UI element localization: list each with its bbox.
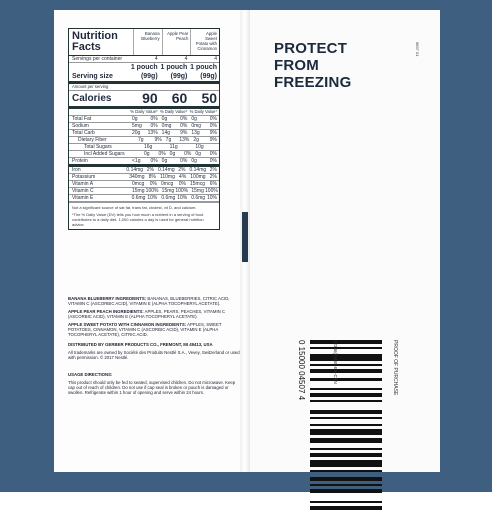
nutrient-dv: 10%	[177, 195, 188, 201]
nutrient-dv: 100%	[145, 188, 159, 194]
nutrient-amount: 0g	[195, 151, 201, 157]
serving-size-value: 1 pouch (99g)	[130, 64, 158, 80]
nutrient-dv: 4%	[179, 174, 187, 180]
nutrient-amount: 10g	[195, 144, 204, 150]
nutrient-label: Vitamin C	[72, 188, 94, 194]
warning-line: FROM	[274, 57, 319, 74]
nutrient-amount: 0g	[161, 158, 168, 164]
servings-row	[69, 56, 219, 63]
nutrient-amount: 15mg	[132, 188, 145, 194]
nutrient-amount: 110mg	[159, 174, 175, 180]
calories-value: 90	[142, 90, 158, 106]
barcode-bar	[310, 484, 382, 486]
nutrient-label: Iron	[72, 167, 81, 173]
nutrient-label: Vitamin E	[72, 195, 94, 201]
ingredients-block-2	[68, 309, 240, 319]
nutrient-label: Total Carb	[72, 130, 95, 136]
nutrient-dv: 13%	[147, 130, 158, 136]
nutrient-dv: 0%	[180, 116, 188, 122]
usage-heading: USAGE DIRECTIONS:	[68, 372, 113, 377]
nutrient-dv: 13%	[179, 137, 190, 143]
nutrient-amount: 15mcg	[190, 181, 206, 187]
nutrient-amount: 15mg	[161, 188, 175, 194]
nutrient-label: Protein	[72, 158, 88, 164]
nutrient-dv: 0%	[150, 123, 158, 129]
nutrient-amount: 0mcg	[132, 181, 145, 187]
barcode-bar	[310, 364, 382, 366]
nutrient-dv: 0%	[184, 151, 192, 157]
nutrient-amount: 0.6mg	[131, 195, 146, 201]
proof-of-purchase: PROOF OF PURCHASE	[392, 340, 398, 396]
barcode-bar	[310, 378, 382, 380]
barcode-bar	[310, 460, 382, 467]
serving-size-value: 1 pouch (99g)	[190, 64, 218, 80]
nutrient-dv: 0%	[209, 158, 218, 164]
ingredients-heading: APPLE PEAR PEACH INGREDIENTS:	[68, 309, 144, 314]
calories-value: 50	[201, 90, 218, 106]
nutrient-label: Sodium	[72, 123, 89, 129]
nutrient-amount: 13g	[191, 130, 200, 136]
nutrient-amount: 0g	[132, 116, 138, 122]
barcode-digits: 0 15000 04507 4	[297, 340, 306, 401]
nutrient-amount: 0g	[169, 151, 176, 157]
nutrient-dv: 9%	[209, 137, 218, 143]
nutrient-amount: 0g	[191, 158, 197, 164]
nutrient-row	[69, 116, 219, 123]
nutrient-amount: 11g	[169, 144, 178, 150]
servings-value: 4	[214, 56, 218, 62]
nutrient-row	[69, 174, 219, 181]
freeze-warning	[274, 40, 351, 91]
servings-label: Servings per container	[72, 56, 123, 62]
usage-text: This product should only be fed to seated, supervised children. Do not microwave. Keep cap out of reach of children. Do not use if cap seal is broken or pouch is damaged or swollen. Refrigerate within 1 hour of opening and serve within 24 hours.	[68, 380, 236, 396]
nutrient-dv: 9%	[180, 130, 188, 136]
nutrient-amount: 340mg	[129, 174, 145, 180]
mineral-rows	[69, 167, 219, 202]
blue-bottom-band	[54, 472, 440, 492]
barcode-bar	[310, 429, 382, 436]
column-header: Banana Blueberry	[133, 29, 162, 55]
nutrient-label: Incl Added Sugars	[84, 151, 125, 157]
nutrient-amount: 5mg	[132, 123, 142, 129]
nutrient-dv: 0%	[209, 151, 218, 157]
barcode-bar	[310, 388, 382, 390]
ingredients-text: BANANAS, BLUEBERRIES, CITRIC ACID, VITAMIN C (ASCORBIC ACID), VITAMIN E (ALPHA TOCOPHERYL ACETATE).	[68, 296, 230, 307]
nutrient-row	[69, 167, 219, 174]
nutrient-row	[69, 123, 219, 130]
warning-line: FREEZING	[274, 74, 352, 91]
barcode-bar	[310, 501, 382, 503]
nutrient-dv: 9%	[154, 137, 162, 143]
nutrient-dv: 10%	[206, 195, 217, 201]
calories-row	[69, 91, 219, 109]
nutrient-rows	[69, 116, 219, 167]
nutrient-amount: 0.14mg	[126, 167, 144, 173]
dv-header: % Daily Value*	[130, 109, 158, 114]
nutrient-dv: 0%	[150, 158, 158, 164]
nutrient-dv: 2%	[178, 167, 186, 173]
nutrient-dv: 0%	[209, 116, 218, 122]
nutrition-title: Nutrition Facts	[72, 30, 118, 53]
nutrient-label: Total Sugars	[84, 144, 112, 150]
barcode-bar	[310, 453, 382, 457]
servings-value: 4	[154, 56, 158, 62]
nutrient-amount: 15mg	[191, 188, 204, 194]
nutrient-row	[69, 144, 219, 151]
nutrient-label: Vitamin A	[72, 181, 94, 187]
nutrient-amount: 0g	[144, 151, 150, 157]
ingredients-heading: APPLE SWEET POTATO WITH CINNAMON INGREDIENTS:	[68, 322, 187, 327]
nutrient-amount: 0.6mg	[161, 195, 176, 201]
blue-side-band-right	[440, 0, 492, 492]
nutrient-row	[69, 195, 219, 202]
barcode-bar	[310, 506, 382, 510]
nutrient-dv: 0%	[158, 151, 166, 157]
calories-label: Calories	[72, 93, 112, 104]
nutrient-amount: 0.14mg	[157, 167, 175, 173]
barcode-bar	[310, 438, 382, 442]
warning-line: PROTECT	[274, 40, 348, 57]
nutrient-dv: 0%	[209, 123, 218, 129]
ingredients-block-1	[68, 296, 240, 306]
nutrient-dv: 100%	[175, 188, 189, 194]
nutrient-dv: 2%	[209, 167, 217, 173]
nutrient-label: Dietary Fiber	[78, 137, 107, 143]
barcode-bar	[310, 448, 382, 450]
fold-mark	[242, 212, 248, 262]
nutrient-amount: 0mg	[191, 123, 202, 129]
nutrient-label: Potassium	[72, 174, 96, 180]
footnote-text: Not a significant source of sat fat, trans fat, cholest, vit D, and calcium.	[72, 205, 197, 210]
nutrient-amount: 0.6mg	[191, 195, 206, 201]
dv-header: % Daily Value*	[189, 109, 218, 114]
blue-side-band-left	[0, 0, 54, 492]
nutrient-dv: 9%	[209, 130, 218, 136]
barcode-bar	[310, 354, 382, 361]
nutrient-row	[69, 130, 219, 137]
nutrient-dv: 0%	[180, 158, 188, 164]
nutrient-dv: 0%	[150, 116, 158, 122]
nutrient-dv: 100%	[205, 188, 218, 194]
distributed-by: DISTRIBUTED BY GERBER PRODUCTS CO., FREMONT, MI 49413, USA	[68, 342, 213, 347]
barcode-subtext: 12346(8)465-EX-CTN	[333, 340, 338, 384]
nutrient-dv: 2%	[209, 174, 217, 180]
nutrient-dv: 6%	[209, 181, 218, 187]
nutrient-amount: <1g	[132, 158, 141, 164]
nutrient-row	[69, 181, 219, 188]
dv-header-row	[69, 109, 219, 116]
ingredients-heading: BANANA BLUEBERRY INGREDIENTS:	[68, 296, 147, 301]
side-code: 9837 01	[415, 42, 420, 57]
nutrient-row	[69, 151, 219, 158]
nutrient-row	[69, 188, 219, 195]
serving-size-value: 1 pouch (99g)	[160, 64, 188, 80]
barcode-bar	[310, 369, 382, 373]
dv-header: % Daily Value*	[159, 109, 188, 114]
barcode-bar	[310, 410, 382, 414]
barcode-bar	[310, 424, 382, 426]
barcode-bar	[310, 417, 382, 419]
serving-size-label: Serving size	[72, 73, 113, 80]
barcode-bar	[310, 340, 382, 344]
barcode-bar	[310, 477, 382, 481]
trademark-text: All trademarks are owned by Société des Produits Nestlé S.A., Vevey, Switzerland or used with permission. © 2017 Nestlé.	[68, 350, 240, 361]
nutrition-footnote	[69, 202, 219, 229]
nutrient-amount: 7g	[165, 137, 172, 143]
barcode-bar	[310, 489, 382, 493]
amount-label: Amount per serving	[72, 84, 109, 89]
nutrient-amount: 14g	[161, 130, 171, 136]
barcode-bar	[310, 347, 382, 349]
barcode-bar	[310, 393, 382, 397]
servings-value: 4	[184, 56, 188, 62]
blue-top-band	[54, 0, 440, 10]
nutrient-dv: 0%	[180, 123, 188, 129]
ingredients-text: APPLES, PEARS, PEACHES, VITAMIN C (ASCORBIC ACID), VITAMIN E (ALPHA TOCOPHERYL ACETATE).	[68, 309, 226, 320]
nutrient-dv: 0%	[149, 181, 157, 187]
nutrient-dv: 10%	[147, 195, 158, 201]
nutrient-row	[69, 158, 219, 167]
nutrient-amount: 7g	[138, 137, 144, 143]
calories-value: 60	[171, 90, 188, 106]
barcode-bar	[310, 470, 382, 472]
column-header: Apple Pear Peach	[162, 29, 191, 55]
nutrient-amount: 0mg	[161, 123, 172, 129]
ingredients-text: APPLES, SWEET POTATOES, CINNAMON, VITAMIN C (ASCORBIC ACID), VITAMIN E (ALPHA TOCOPHERYL ACETATE), CITRIC ACID.	[68, 322, 222, 338]
nutrient-label: Total Fat	[72, 116, 92, 122]
nutrient-dv: 2%	[146, 167, 154, 173]
nutrient-amount: 0g	[191, 116, 197, 122]
nutrient-row	[69, 137, 219, 144]
nutrient-amount: 0g	[161, 116, 168, 122]
barcode-bar	[310, 400, 382, 402]
nutrient-amount: 2g	[193, 137, 199, 143]
nutrition-facts-table	[68, 28, 220, 230]
column-header: Apple Sweet Potato with Cinnamon	[190, 29, 219, 55]
nutrient-amount: 16g	[144, 144, 153, 150]
nutrient-amount: 20g	[132, 130, 141, 136]
nutrient-amount: 0.14mg	[189, 167, 207, 173]
nutrient-dv: 8%	[148, 174, 156, 180]
serving-size-row	[69, 63, 219, 84]
ingredients-block-3	[68, 322, 240, 338]
footnote-text: *The % Daily Value (DV) tells you how much a nutrient in a serving of food contributes to a daily diet. 1,000 calories a day is used for general nutrition advice.	[72, 212, 204, 227]
nutrient-amount: 0mcg	[161, 181, 174, 187]
nutrient-amount: 100mg	[190, 174, 206, 180]
nutrient-dv: 0%	[178, 181, 186, 187]
